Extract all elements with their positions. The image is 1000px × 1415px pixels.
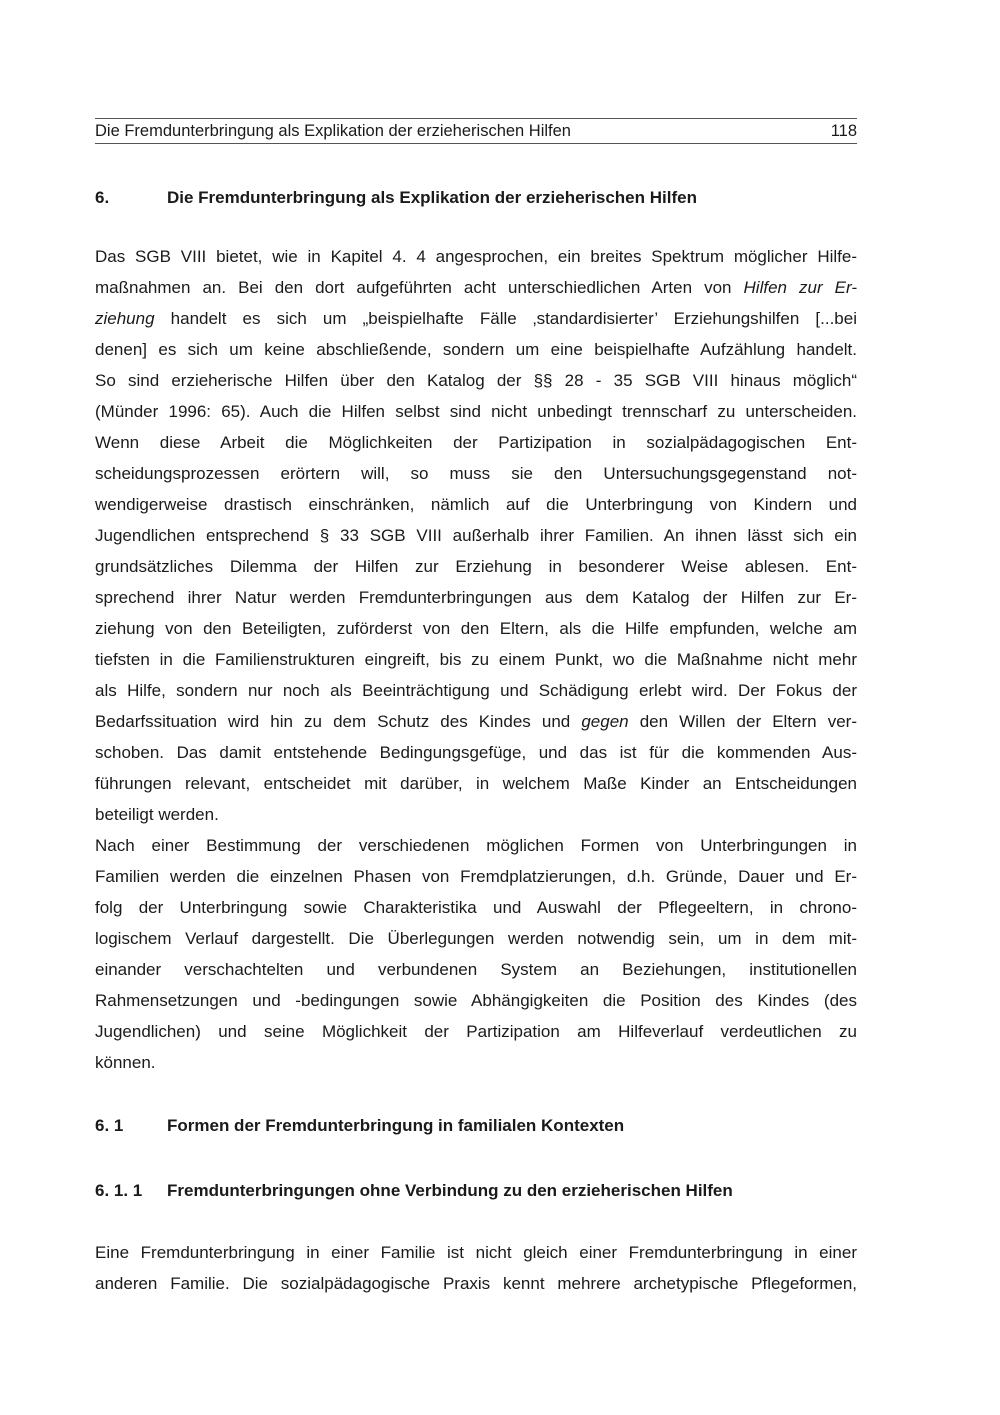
text-line: Jugendlichen entsprechend § 33 SGB VIII außerhalb ihrer Familien. An ihnen lässt sich ein [95, 526, 857, 545]
text-line: tiefsten in die Familienstrukturen eingreift, bis zu einem Punkt, wo die Maßnahme nicht mehr [95, 650, 857, 669]
text-line: ziehung handelt es sich um „beispielhafte Fälle ‚standardisierter’ Erziehungshilfen [...bei [95, 309, 857, 328]
emphasis: Hilfen zur Er- [743, 278, 857, 297]
subsection-number: 6. 1 [95, 1116, 124, 1135]
text-line: wendigerweise drastisch einschränken, nämlich auf die Unterbringung von Kindern und [95, 495, 857, 514]
text-line: Rahmensetzungen und -bedingungen sowie Abhängigkeiten die Position des Kindes (des [95, 991, 857, 1010]
emphasis: gegen [581, 712, 629, 731]
running-header [95, 118, 857, 144]
paragraph-3 [95, 1237, 857, 1299]
text-line: schoben. Das damit entstehende Bedingungsgefüge, und das ist für die kommenden Aus- [95, 743, 857, 762]
text-line: grundsätzliches Dilemma der Hilfen zur Erziehung in besonderer Weise ablesen. Ent- [95, 557, 857, 576]
paragraph-1 [95, 241, 857, 830]
text-line: Jugendlichen) und seine Möglichkeit der Partizipation am Hilfeverlauf verdeutlichen zu [95, 1022, 857, 1041]
subsubsection-title: Fremdunterbringungen ohne Verbindung zu den erzieherischen Hilfen [167, 1181, 733, 1200]
text-line: scheidungsprozessen erörtern will, so muss sie den Untersuchungsgegenstand not- [95, 464, 857, 483]
emphasis: ziehung [95, 309, 155, 328]
subsubsection-number: 6. 1. 1 [95, 1181, 143, 1200]
subsection-heading [95, 1116, 624, 1136]
text-line: Bedarfssituation wird hin zu dem Schutz des Kindes und gegen den Willen der Eltern ver- [95, 712, 857, 731]
header-title: Die Fremdunterbringung als Explikation der erzieherischen Hilfen [95, 121, 571, 140]
text-line: führungen relevant, entscheidet mit darüber, in welchem Maße Kinder an Entscheidungen [95, 774, 857, 793]
text-line: sprechend ihrer Natur werden Fremdunterbringungen aus dem Katalog der Hilfen zur Er- [95, 588, 857, 607]
text-line: als Hilfe, sondern nur noch als Beeinträchtigung und Schädigung erlebt wird. Der Fokus der [95, 681, 857, 700]
text-line: beteiligt werden. [95, 805, 219, 824]
text-line: ziehung von den Beteiligten, zuförderst von den Eltern, als die Hilfe empfunden, welche am [95, 619, 857, 638]
text-line: folg der Unterbringung sowie Charakteristika und Auswahl der Pflegeeltern, in chrono- [95, 898, 857, 917]
subsection-title: Formen der Fremdunterbringung in familialen Kontexten [167, 1116, 625, 1135]
subsubsection-heading [95, 1181, 733, 1201]
text-line: Wenn diese Arbeit die Möglichkeiten der Partizipation in sozialpädagogischen Ent- [95, 433, 857, 452]
text-line: logischem Verlauf dargestellt. Die Überlegungen werden notwendig sein, um in dem mit- [95, 929, 857, 948]
text-line: einander verschachtelten und verbundenen System an Beziehungen, institutionellen [95, 960, 857, 979]
text-line: So sind erzieherische Hilfen über den Katalog der §§ 28 - 35 SGB VIII hinaus möglich“ [95, 371, 857, 390]
text-line: können. [95, 1053, 156, 1072]
page-number: 118 [830, 121, 857, 140]
text-line: denen] es sich um keine abschließende, sondern um eine beispielhafte Aufzählung handelt. [95, 340, 857, 359]
text-line: maßnahmen an. Bei den dort aufgeführten acht unterschiedlichen Arten von Hilfen zur Er- [95, 278, 857, 297]
text-line: Eine Fremdunterbringung in einer Familie ist nicht gleich einer Fremdunterbringung in einer [95, 1243, 857, 1262]
section-title: Die Fremdunterbringung als Explikation der erzieherischen Hilfen [167, 188, 697, 207]
section-number: 6. [95, 188, 110, 207]
text-line: Familien werden die einzelnen Phasen von Fremdplatzierungen, d.h. Gründe, Dauer und Er- [95, 867, 857, 886]
text-line: Nach einer Bestimmung der verschiedenen möglichen Formen von Unterbringungen in [95, 836, 857, 855]
section-heading [95, 188, 697, 208]
text-line: anderen Familie. Die sozialpädagogische Praxis kennt mehrere archetypische Pflegeformen, [95, 1274, 857, 1293]
text-line: (Münder 1996: 65). Auch die Hilfen selbst sind nicht unbedingt trennscharf zu unterscheiden. [95, 402, 857, 421]
text-line: Das SGB VIII bietet, wie in Kapitel 4. 4 angesprochen, ein breites Spektrum möglicher Hilfe- [95, 247, 857, 266]
paragraph-2 [95, 830, 857, 1078]
